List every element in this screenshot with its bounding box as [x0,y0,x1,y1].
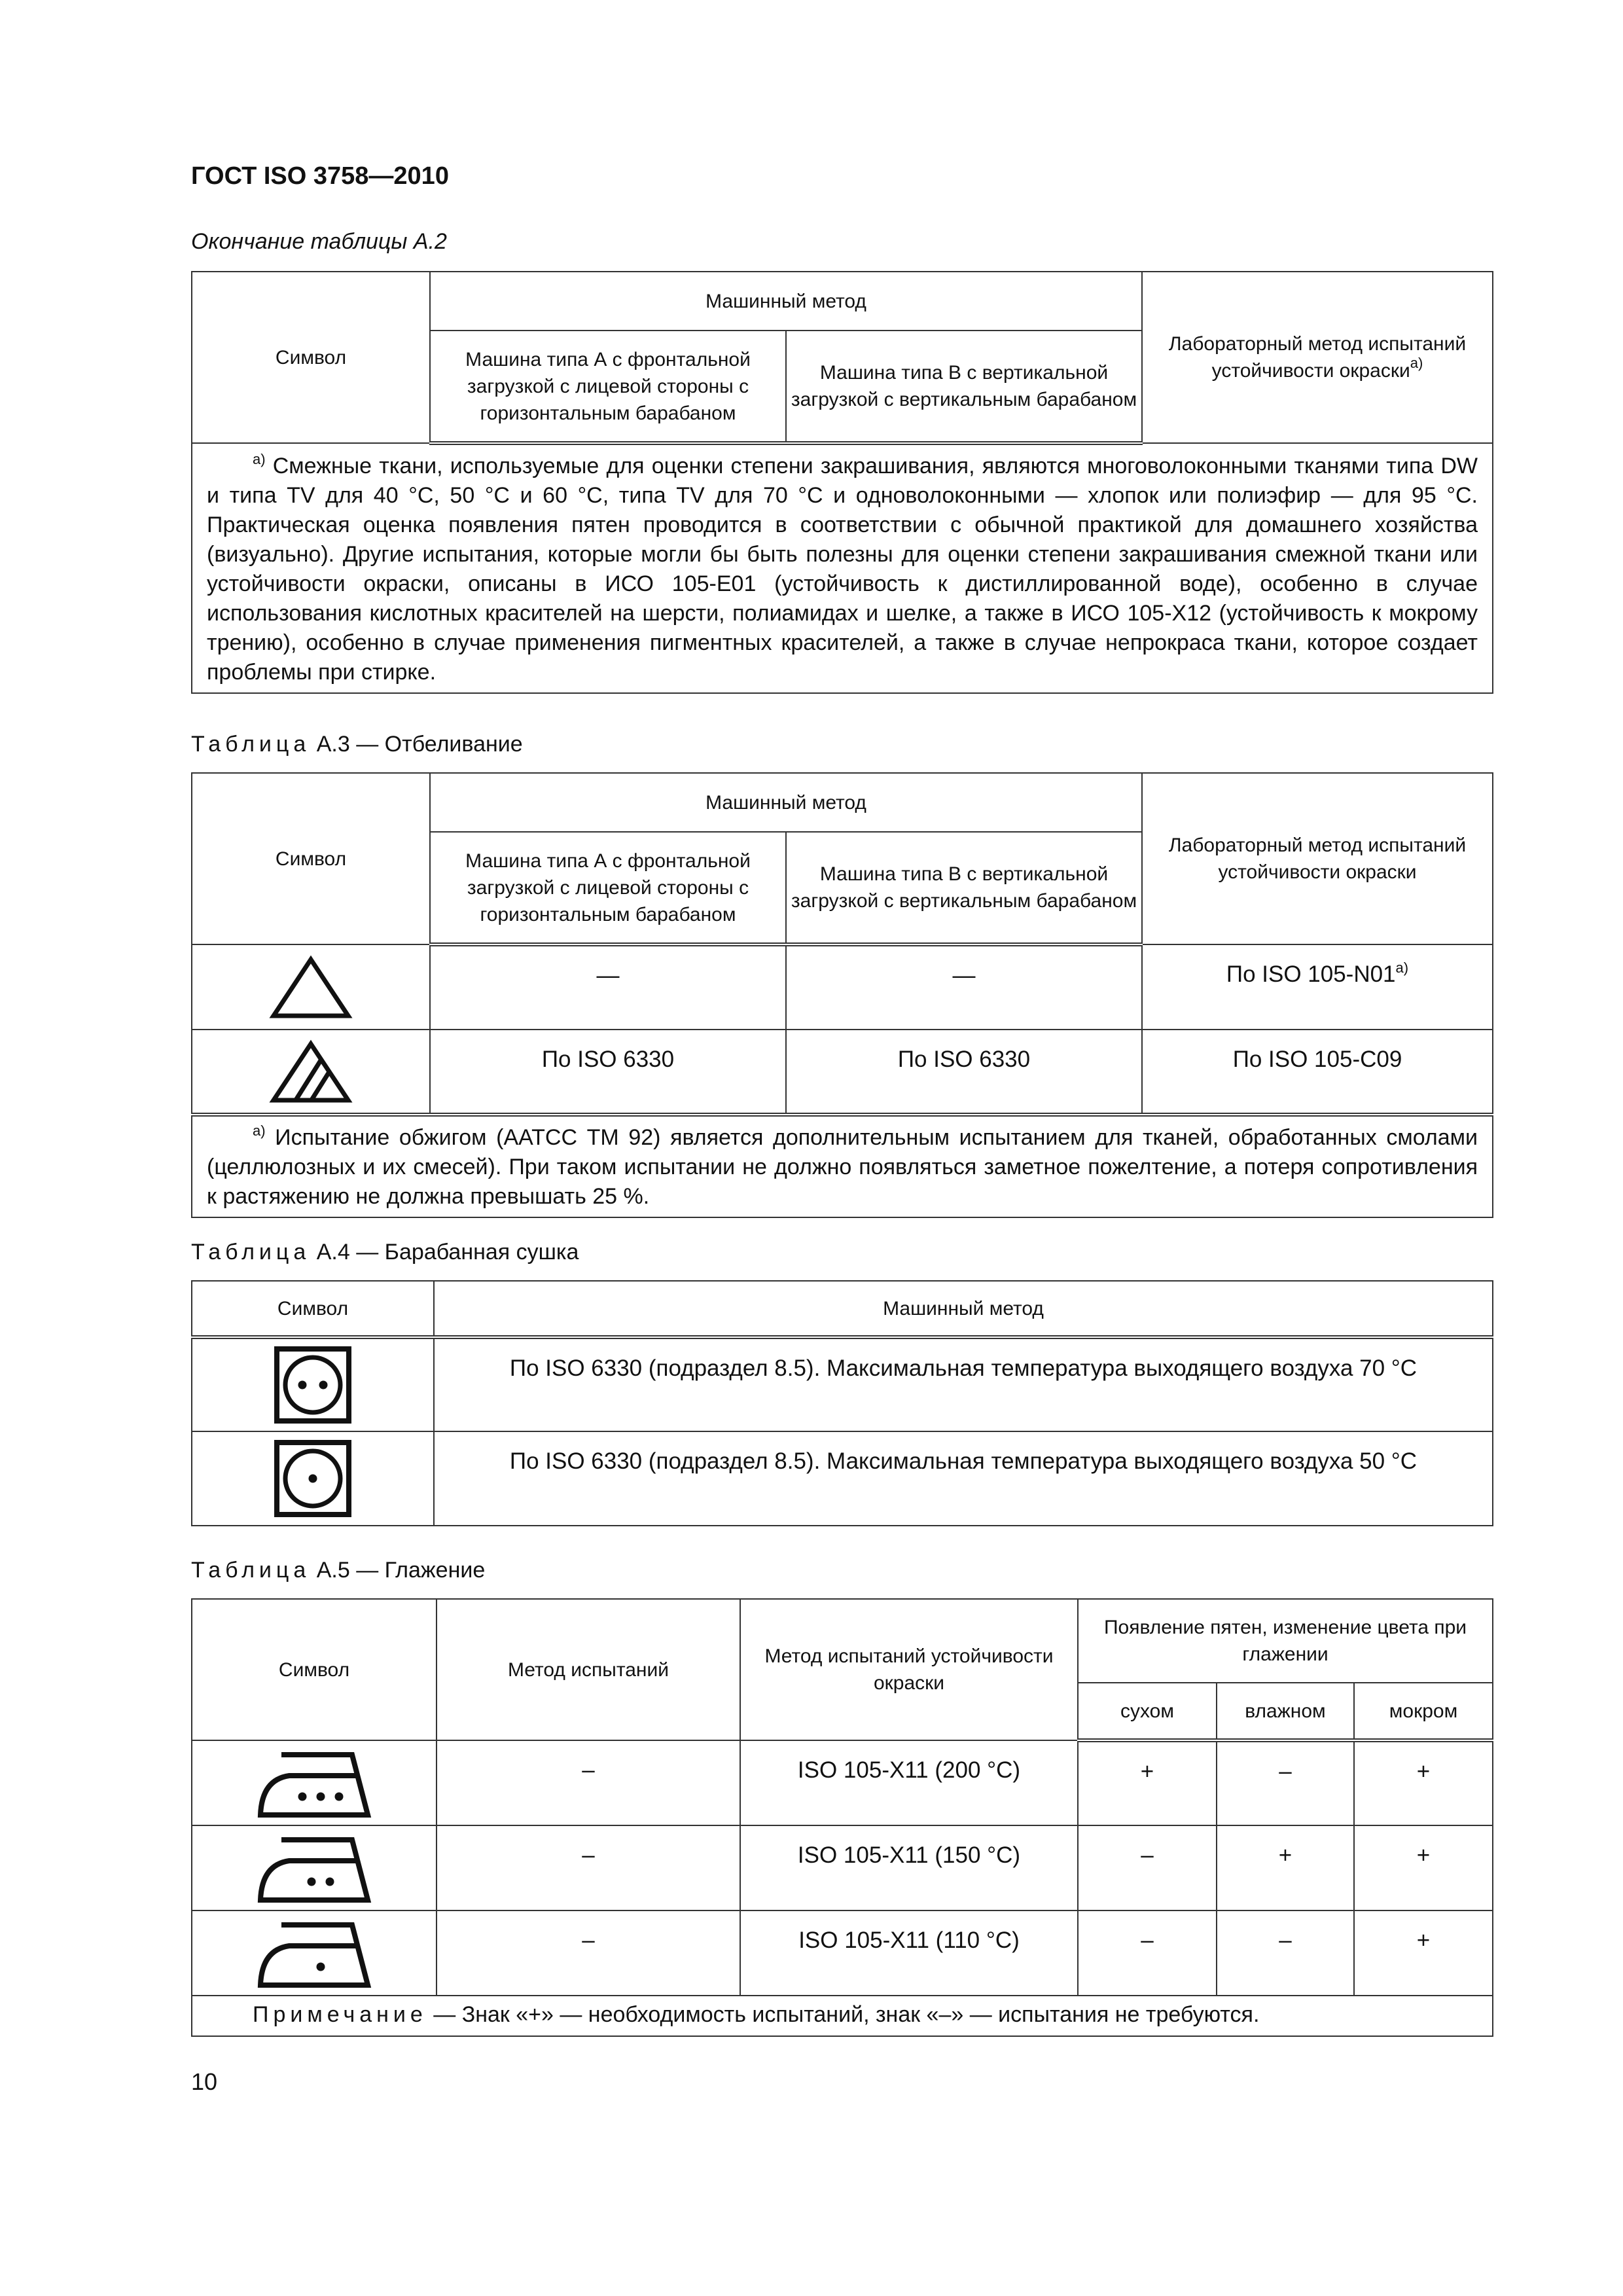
bleach-any-triangle-icon [268,954,353,1020]
method-cell: – [437,1910,740,1996]
header-symbol: Символ [192,272,430,443]
table-row [192,944,1493,1030]
table-a2 [191,271,1493,694]
header-test-method: Метод испытаний [437,1599,740,1740]
lab-cell [1142,944,1493,1030]
caption-word: Таблица [191,1240,311,1265]
header-machine-type-b: Машина типа В с вертикальной загрузкой с вертикальным барабаном [786,832,1142,944]
tumble-dry-two-dots-icon [274,1346,352,1424]
table-row [192,1825,1493,1910]
tumble-dry-one-dot-icon [274,1439,352,1518]
table-row [192,1337,1493,1431]
machine-a-cell: — [430,944,786,1030]
header-machine-method: Машинный метод [430,773,1142,832]
table-row [192,1030,1493,1115]
caption-title: А.4 — Барабанная сушка [310,1240,579,1265]
table-a5-caption [191,1558,485,1583]
symbol-cell [192,1740,437,1825]
header-lab-method: Лабораторный метод испытаний устойчивости окраски [1142,773,1493,944]
machine-a-cell: По ISO 6330 [430,1030,786,1115]
note-text: — Знак «+» — необходимость испытаний, знак «–» — испытания не требуются. [427,2002,1260,2027]
table-a5 [191,1598,1493,2037]
footnote-text: Смежные ткани, используемые для оценки степени закрашивания, являются многоволоконными тканями типа DW и типа TV для 40 °С, 50 °С и 60 °С, типа TV для 70 °С и одноволоконными — хлопок или полиэфир — для 95 °С. Практическая оценка появления пятен проводится в соответствии с обычной практикой для домашнего хозяйства (визуально). Другие испытания, которые могли бы быть полезны для оценки степени закрашивания смежной ткани или устойчивости окраски, описаны в ИСО 105-Е01 (устойчивость к дистиллированной воде), особенно в случае использования кислотных красителей на шерсти, полиамидах и шелке, а также в ИСО 105-Х12 (устойчивость к мокрому трению), особенно в случае применения пигментных красителей, а также в случае непрокраса ткани, которое создает проблемы при стирке. [207,454,1478,685]
header-lab-method [1142,272,1493,443]
header-machine-type-b: Машина типа В с вертикальной загрузкой с вертикальным барабаном [786,331,1142,443]
header-fastness-method: Метод испытаний устойчивости окраски [740,1599,1078,1740]
symbol-cell [192,1910,437,1996]
header-machine-method: Машинный метод [430,272,1142,331]
table-a2-footnote [192,443,1493,693]
page-number: 10 [191,2068,218,2095]
machine-b-cell: По ISO 6330 [786,1030,1142,1115]
symbol-cell [192,1030,430,1115]
iron-one-dot-icon [255,1916,373,1990]
header-dry: сухом [1078,1683,1217,1740]
caption-title: А.3 — Отбеливание [310,732,523,757]
machine-b-cell: — [786,944,1142,1030]
table-a5-note [192,1996,1493,2036]
fastness-cell: ISO 105-Х11 (150 °С) [740,1825,1078,1910]
damp-cell: – [1217,1740,1354,1825]
table-a4 [191,1280,1493,1526]
fastness-cell: ISO 105-Х11 (200 °С) [740,1740,1078,1825]
table-a4-caption [191,1240,579,1265]
method-cell: – [437,1740,740,1825]
footnote-mark: а) [253,1122,266,1139]
method-cell: По ISO 6330 (подраздел 8.5). Максимальная температура выходящего воздуха 70 °С [434,1337,1493,1431]
table-a3-caption [191,732,523,757]
footnote-mark: а) [253,451,266,467]
wet-cell: + [1354,1910,1493,1996]
header-damp: влажном [1217,1683,1354,1740]
footnote-ref: а) [1410,355,1423,371]
header-machine-type-a: Машина типа А с фронтальной загрузкой с лицевой стороны с горизонтальным барабаном [430,832,786,944]
header-symbol: Символ [192,1599,437,1740]
table-row [192,1910,1493,1996]
dry-cell: – [1078,1825,1217,1910]
header-machine-type-a: Машина типа А с фронтальной загрузкой с лицевой стороны с горизонтальным барабаном [430,331,786,443]
caption-word: Таблица [191,732,311,757]
header-stains: Появление пятен, изменение цвета при глажении [1078,1599,1493,1683]
caption-word: Таблица [191,1558,311,1583]
iron-three-dots-icon [255,1746,373,1820]
wet-cell: + [1354,1740,1493,1825]
iron-two-dots-icon [255,1831,373,1905]
document-title: ГОСТ ISO 3758—2010 [191,162,449,190]
dry-cell: + [1078,1740,1217,1825]
lab-text: По ISO 105-N01 [1226,961,1396,987]
damp-cell: – [1217,1910,1354,1996]
bleach-oxygen-triangle-icon [268,1039,353,1104]
header-symbol: Символ [192,773,430,944]
table-a2-caption: Окончание таблицы А.2 [191,229,447,254]
footnote-text: Испытание обжигом (ААТСС ТМ 92) является дополнительным испытанием для тканей, обработанных смолами (целлюлозных и их смесей). При таком испытании не должно появляться заметное пожелтение, а потеря сопротивления к растяжению не должна превышать 25 %. [207,1125,1478,1209]
header-lab-method-text: Лабораторный метод испытаний устойчивости окраски [1168,333,1467,382]
fastness-cell: ISO 105-Х11 (110 °С) [740,1910,1078,1996]
symbol-cell [192,1337,434,1431]
symbol-cell [192,1431,434,1526]
damp-cell: + [1217,1825,1354,1910]
header-symbol: Символ [192,1281,434,1337]
table-row [192,1431,1493,1526]
table-a3-footnote [192,1115,1493,1217]
wet-cell: + [1354,1825,1493,1910]
header-machine-method: Машинный метод [434,1281,1493,1337]
symbol-cell [192,1825,437,1910]
table-row [192,1740,1493,1825]
table-a3 [191,772,1493,1218]
note-word: Примечание [253,2002,427,2027]
method-cell: По ISO 6330 (подраздел 8.5). Максимальная температура выходящего воздуха 50 °С [434,1431,1493,1526]
header-wet: мокром [1354,1683,1493,1740]
method-cell: – [437,1825,740,1910]
footnote-ref: а) [1395,960,1409,976]
lab-cell: По ISO 105-С09 [1142,1030,1493,1115]
caption-title: А.5 — Глажение [310,1558,486,1583]
dry-cell: – [1078,1910,1217,1996]
symbol-cell [192,944,430,1030]
